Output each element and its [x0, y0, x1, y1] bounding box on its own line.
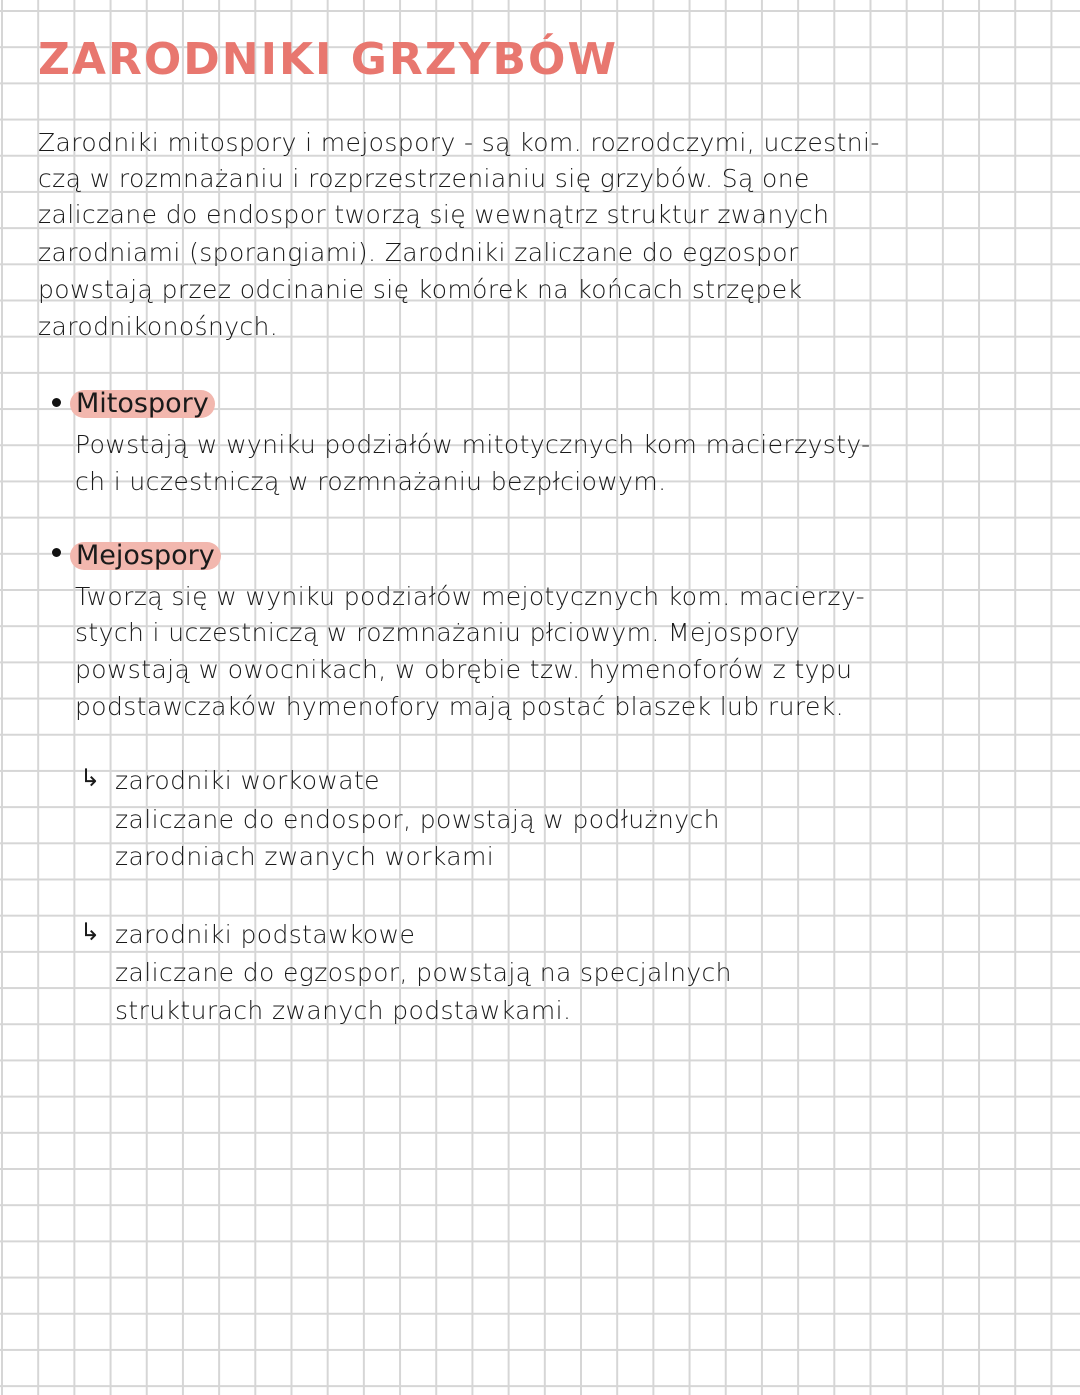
text-line: zaliczane do endospor, powstają w podłużnych	[115, 805, 720, 834]
text-line: zarodniach zwanych workami	[115, 842, 495, 871]
text-line: Powstają w wyniku podziałów mitotycznych kom macierzysty-	[75, 430, 871, 459]
text-line: strukturach zwanych podstawkami.	[115, 996, 572, 1025]
text-line: ch i uczestniczą w rozmnażaniu bezpłciowym.	[75, 467, 667, 496]
section-heading: Mitospory	[70, 390, 215, 418]
text-line: stych i uczestniczą w rozmnażaniu płciowym. Mejospory	[75, 618, 801, 647]
bullet-icon	[52, 548, 61, 557]
text-line: powstają w owocnikach, w obrębie tzw. hymenoforów z typu	[75, 655, 853, 684]
page-title: ZARODNIKI GRZYBÓW	[38, 34, 618, 85]
text-line: podstawczaków hymenofory mają postać blaszek lub rurek.	[75, 692, 844, 721]
section-heading: Mejospory	[70, 542, 221, 570]
arrow-icon: ↳	[80, 764, 101, 792]
bullet-icon	[52, 398, 61, 407]
subsection-heading: zarodniki podstawkowe	[115, 920, 416, 949]
text-line: Tworzą się w wyniku podziałów mejotycznych kom. macierzy-	[75, 582, 866, 611]
text-line: powstają przez odcinanie się komórek na końcach strzępek	[38, 275, 803, 304]
arrow-icon: ↳	[80, 918, 101, 946]
subsection-heading: zarodniki workowate	[115, 766, 380, 795]
text-line: zaliczane do endospor tworzą się wewnątrz struktur zwanych	[38, 200, 830, 229]
text-line: Zarodniki mitospory i mejospory - są kom. rozrodczymi, uczestni-	[38, 128, 880, 157]
text-line: czą w rozmnażaniu i rozprzestrzenianiu się grzybów. Są one	[38, 164, 810, 193]
text-line: zarodnikonośnych.	[38, 312, 279, 341]
text-line: zarodniami (sporangiami). Zarodniki zaliczane do egzospor	[38, 238, 799, 267]
text-line: zaliczane do egzospor, powstają na specjalnych	[115, 958, 732, 987]
